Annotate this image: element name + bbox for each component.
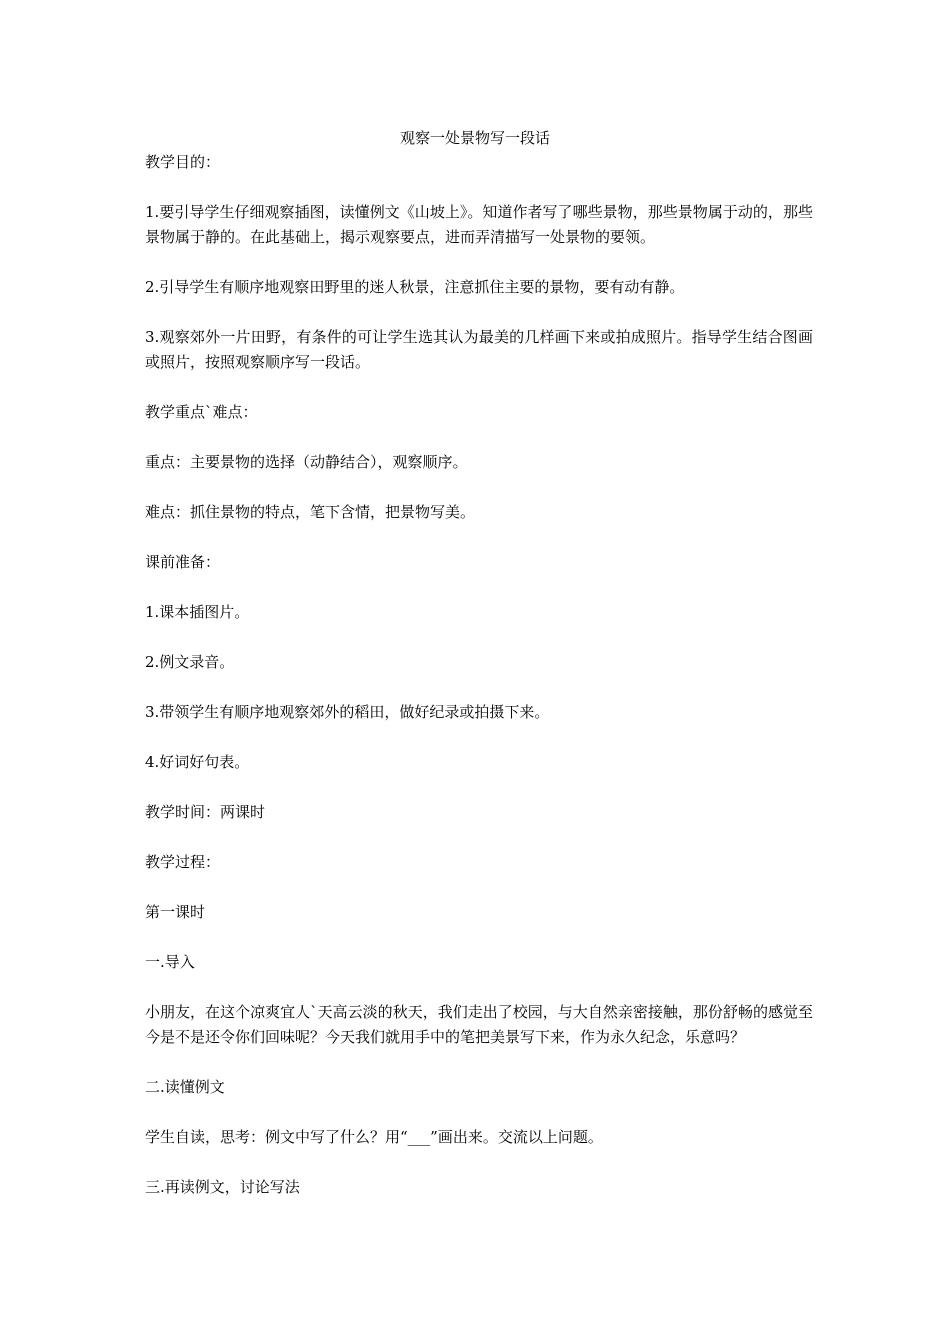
preparation-2: 2.例文录音。	[145, 653, 235, 671]
heading-teaching-process: 教学过程：	[145, 853, 221, 871]
heading-preparation: 课前准备：	[145, 553, 221, 571]
heading-first-lesson: 第一课时	[145, 903, 206, 921]
objective-1: 1.要引导学生仔细观察插图，读懂例文《山坡上》。知道作者写了哪些景物，那些景物属于动的，那些景物属于静的。在此基础上，揭示观察要点，进而弄清描写一处景物的要领。	[145, 203, 813, 246]
section-read-example: 二.读懂例文	[145, 1078, 225, 1096]
preparation-1: 1.课本插图片。	[145, 603, 250, 621]
section-introduction: 一.导入	[145, 953, 195, 971]
introduction-text: 小朋友，在这个凉爽宜人`天高云淡的秋天，我们走出了校园，与大自然亲密接触，那份舒畅的感觉至今是不是还令你们回味呢？今天我们就用手中的笔把美景写下来，作为永久纪念，乐意吗？	[145, 1003, 813, 1046]
teaching-time: 教学时间：两课时	[145, 803, 266, 821]
preparation-3: 3.带领学生有顺序地观察郊外的稻田，做好纪录或拍摄下来。	[145, 703, 550, 721]
objective-3: 3.观察郊外一片田野，有条件的可让学生选其认为最美的几样画下来或拍成照片。指导学生结合图画或照片，按照观察顺序写一段话。	[145, 328, 813, 371]
key-point: 重点：主要景物的选择（动静结合），观察顺序。	[145, 453, 468, 471]
objective-2: 2.引导学生有顺序地观察田野里的迷人秋景，注意抓住主要的景物，要有动有静。	[145, 278, 685, 296]
heading-key-points: 教学重点`难点：	[145, 403, 258, 421]
preparation-4: 4.好词好句表。	[145, 753, 250, 771]
section-discuss-writing: 三.再读例文，讨论写法	[145, 1178, 300, 1196]
heading-teaching-objectives: 教学目的：	[145, 153, 221, 171]
document-title: 观察一处景物写一段话	[399, 129, 550, 147]
difficult-point: 难点：抓住景物的特点，笔下含情，把景物写美。	[145, 503, 476, 521]
read-example-text: 学生自读，思考：例文中写了什么？用“___”画出来。交流以上问题。	[145, 1128, 603, 1146]
document-body	[145, 150, 813, 1225]
